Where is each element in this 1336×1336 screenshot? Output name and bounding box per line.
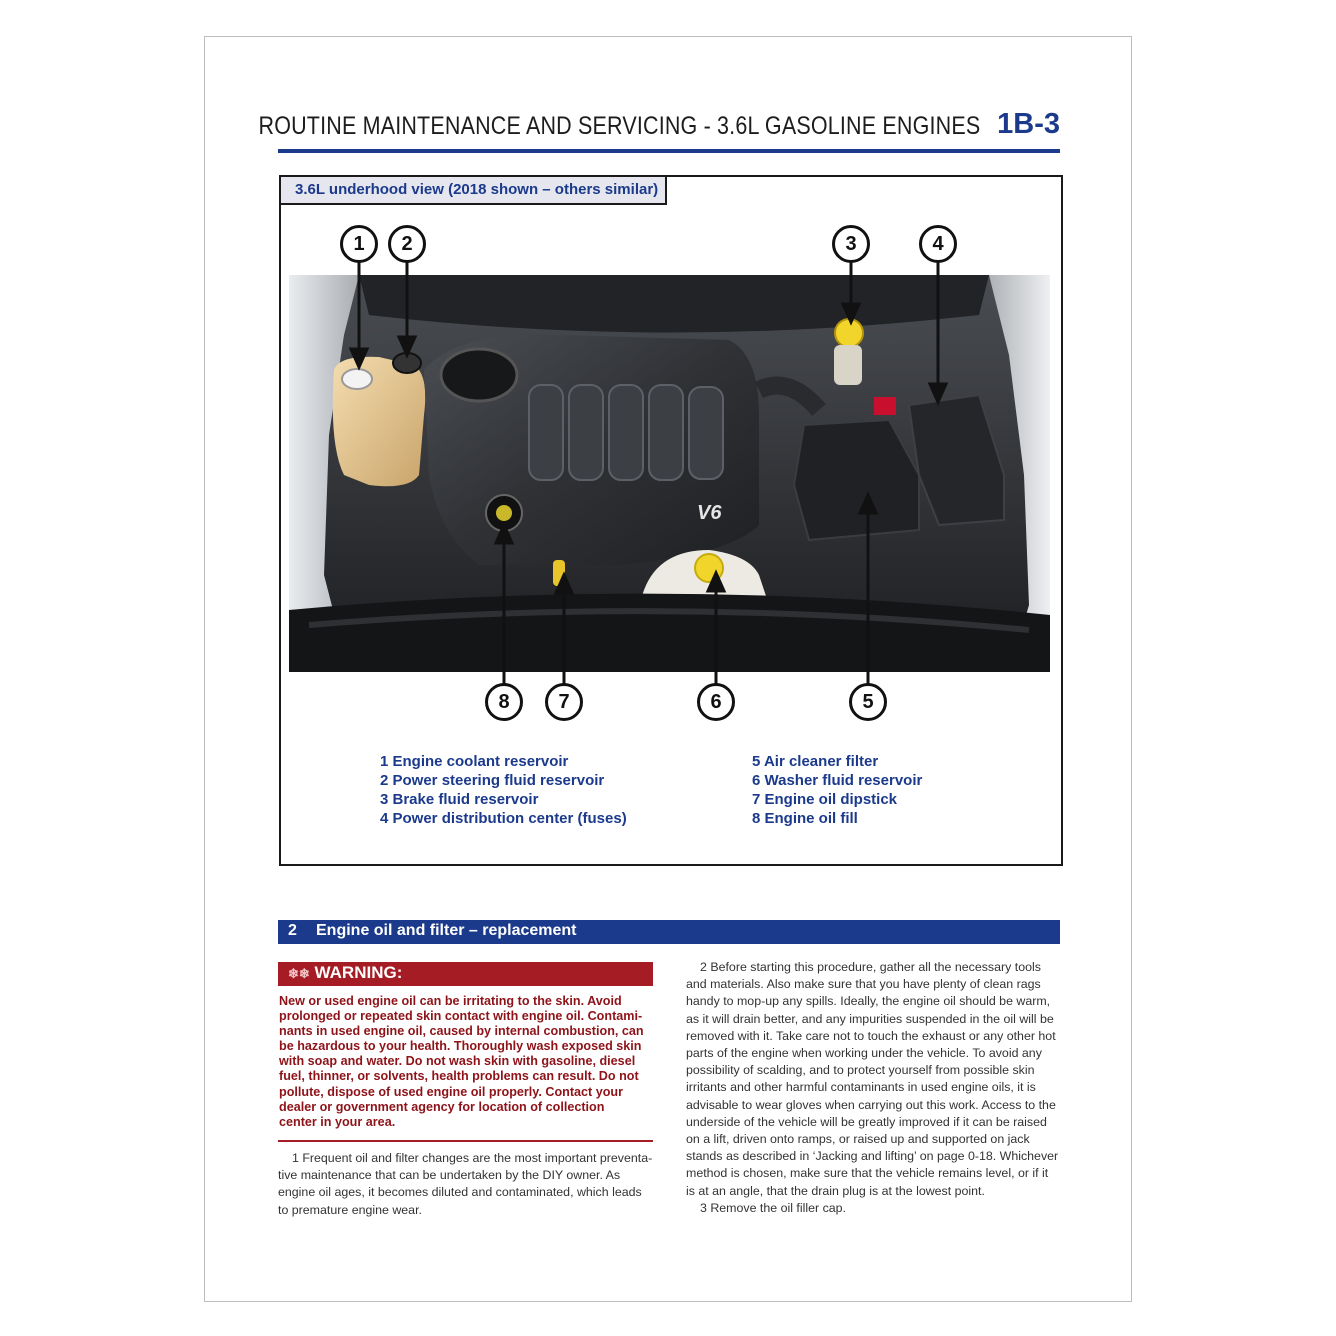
left-column [278,1150,654,1219]
figure-caption-text: 3.6L underhood view (2018 shown – others similar) [295,181,659,198]
v6-badge: V6 [697,502,722,524]
warning-label-wrap [288,963,402,983]
warning-rule [278,1140,653,1142]
chapter-title: ROUTINE MAINTENANCE AND SERVICING - 3.6L GASOLINE ENGINES [258,112,980,140]
warning-line: pollute, dispose of used engine oil properly. Contact your [279,1084,624,1099]
warning-text [279,994,659,1130]
warning-line: nants in used engine oil, caused by internal combustion, can [279,1024,644,1039]
warning-line: prolonged or repeated skin contact with engine oil. Contami- [279,1009,643,1024]
warning-heading [278,962,653,986]
callout-6: 6 [697,683,735,721]
legend-item: 5 Air cleaner filter [752,753,879,770]
callout-7: 7 [545,683,583,721]
legend-right [752,752,922,828]
callout-1: 1 [340,225,378,263]
callout-2: 2 [388,225,426,263]
legend-item: 2 Power steering fluid reservoir [380,772,605,789]
section-heading [278,920,1060,944]
legend-item: 8 Engine oil fill [752,810,858,827]
warning-line: be hazardous to your health. Thoroughly wash exposed skin [279,1039,642,1054]
section-number: 2 [288,922,297,939]
warning-line: dealer or government agency for location of collection [279,1099,605,1114]
callout-5: 5 [849,683,887,721]
legend-left [380,752,627,828]
paragraph: 3 Remove the oil filler cap. [700,1200,847,1215]
paragraph: 1 Frequent oil and filter changes are the most important preventa-tive maintenance that can be undertaken by the DIY owner. As engine oil ages, it becomes diluted and contaminated, which leads to premature engine wear. [278,1151,653,1217]
warning-line: with soap and water. Do not wash skin with gasoline, diesel [279,1054,636,1069]
legend-item: 1 Engine coolant reservoir [380,753,569,770]
legend-item: 3 Brake fluid reservoir [380,791,539,808]
warning-label: WARNING: [314,963,403,982]
page-number: 1B-3 [997,108,1060,140]
callout-8: 8 [485,683,523,721]
legend-item: 6 Washer fluid reservoir [752,772,923,789]
paragraph: 2 Before starting this procedure, gather all the necessary tools and materials. Also make sure that you have plenty of clean rags handy to mop-up any spills. Ideally, the engine oil should be warm, as it will drain better, and any impurities suspended in the oil will be removed with it. Take care not to touch the exhaust or any other hot parts of the engine when working under the vehicle. To avoid any possibility of scalding, and to protect yourself from possible skin irritants and other harmful contaminants in used engine oils, it is advisable to wear gloves when carrying out this work. Access to the underside of the vehicle will be greatly improved if it can be raised on a lift, driven onto ramps, or raised up and supported on jack stands as described in ‘Jacking and lifting’ on page 0-18. Whichever method is chosen, make sure that the vehicle remains level, or if it is at an angle, that the drain plug is at the lowest point. [686,960,1059,1198]
legend-item: 4 Power distribution center (fuses) [380,810,627,827]
callout-3: 3 [832,225,870,263]
legend-item: 7 Engine oil dipstick [752,791,898,808]
warning-line: New or used engine oil can be irritating to the skin. Avoid [279,994,622,1008]
right-column [686,959,1060,1217]
warning-line: center in your area. [279,1114,396,1129]
warning-snowflake-icon: ❄❄ [288,966,310,981]
callout-4: 4 [919,225,957,263]
section-title: Engine oil and filter – replacement [316,922,577,939]
warning-line: fuel, thinner, or solvents, health problems can result. Do not [279,1069,639,1084]
